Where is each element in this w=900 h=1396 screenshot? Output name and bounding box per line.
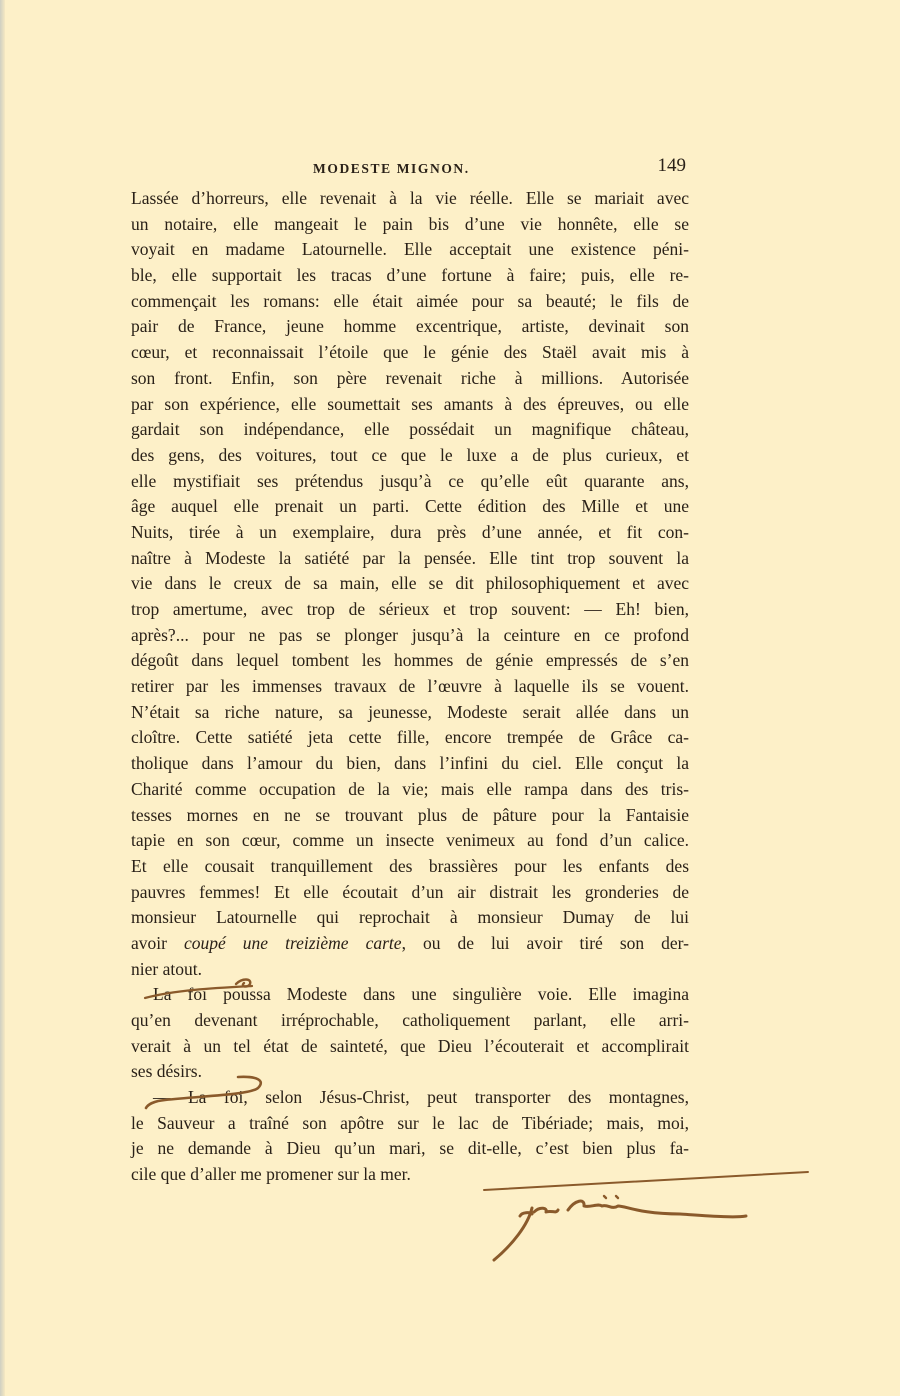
text-segment: avoir [131, 932, 184, 953]
italic-phrase: coupé une treizième carte [183, 932, 402, 953]
text-line: vie dans le creux de sa main, elle se dit philosophiquement et avec [131, 573, 689, 594]
text-segment: , ou de lui avoir tiré son der- [401, 932, 689, 953]
text-line: âge auquel elle prenait un parti. Cette édition des Mille et une [131, 496, 689, 517]
text-line: son front. Enfin, son père revenait riche à millions. Autorisée [131, 367, 689, 388]
text-line: tholique dans l’amour du bien, dans l’infini du ciel. Elle conçut la [131, 753, 689, 774]
signature-icon [494, 1201, 746, 1260]
text-line: naître à Modeste la satiété par la pensée. Elle tint trop souvent la [131, 547, 689, 568]
text-line: N’était sa riche nature, sa jeunesse, Modeste serait allée dans un [131, 701, 689, 722]
signature-dot [604, 1196, 618, 1198]
text-line: qu’en devenant irréprochable, catholiquement parlant, elle arri- [131, 1010, 689, 1030]
text-line: ses désirs. [131, 1061, 202, 1082]
text-line: dégoût dans lequel tombent les hommes de génie empressés de s’en [131, 650, 689, 671]
text-line: pair de France, jeune homme excentrique, artiste, devinait son [131, 316, 689, 337]
text-line: pauvres femmes! Et elle écoutait d’un air distrait les gronderies de [131, 881, 689, 902]
text-line: verait à un tel état de sainteté, que Dieu l’écouterait et accomplirait [131, 1035, 689, 1056]
text-line: cile que d’aller me promener sur la mer. [131, 1164, 411, 1185]
body-text [131, 186, 689, 1188]
text-line: tesses mornes en ne se trouvant plus de pâture pour la Fantaisie [131, 804, 689, 825]
text-line: commençait les romans: elle était aimée pour sa beauté; le fils de [131, 290, 689, 311]
text-line: après?... pour ne pas se plonger jusqu’à la ceinture en ce profond [131, 624, 689, 645]
text-line: cœur, et reconnaissait l’étoile que le génie des Staël avait mis à [131, 342, 689, 363]
text-line: je ne demande à Dieu qu’un mari, se dit-elle, c’est bien plus fa- [131, 1138, 689, 1159]
text-line: Et elle cousait tranquillement des brassières pour les enfants des [131, 855, 689, 876]
text-line: Charité comme occupation de la vie; mais elle rampa dans des tris- [131, 778, 689, 799]
text-line: elle mystifiait ses prétendus jusqu’à ce qu’elle eût quarante ans, [131, 470, 689, 491]
text-line: ble, elle supportait les tracas d’une fortune à faire; puis, elle re- [131, 265, 689, 286]
running-title: MODESTE MIGNON. [313, 161, 470, 176]
text-line: La foi poussa Modeste dans une singulière voie. Elle imagina [153, 984, 689, 1005]
text-line: — La foi, selon Jésus-Christ, peut transporter des montagnes, [153, 1087, 689, 1108]
text-line: par son expérience, elle soumettait ses amants à des épreuves, ou elle [131, 393, 689, 414]
text-line: nier atout. [131, 958, 202, 979]
text-line: Nuits, tirée à un exemplaire, dura près d’une année, et fit con- [131, 521, 689, 542]
page-header [130, 155, 686, 185]
text-line: monsieur Latournelle qui reprochait à monsieur Dumay de lui [131, 907, 689, 928]
text-line: cloître. Cette satiété jeta cette fille, encore trempée de Grâce ca- [131, 727, 689, 748]
text-line: un notaire, elle mangeait le pain bis d’une vie honnête, elle se [131, 213, 689, 234]
text-line: des gens, des voitures, tout ce que le luxe a de plus curieux, et [131, 444, 689, 465]
text-line: trop amertume, avec trop de sérieux et trop souvent: — Eh! bien, [131, 599, 689, 619]
text-line: gardait son indépendance, elle possédait un magnifique château, [131, 419, 689, 440]
text-line: retirer par les immenses travaux de l’œuvre à laquelle ils se vouent. [131, 676, 689, 697]
text-line: le Sauveur a traîné son apôtre sur le lac de Tibériade; mais, moi, [131, 1112, 689, 1133]
page-number: 149 [657, 155, 686, 176]
text-line: voyait en madame Latournelle. Elle acceptait une existence péni- [131, 239, 689, 260]
text-line [131, 931, 689, 957]
text-line: Lassée d’horreurs, elle revenait à la vie réelle. Elle se mariait avec [131, 188, 689, 208]
text-line: tapie en son cœur, comme un insecte venimeux au fond d’un calice. [131, 830, 689, 851]
page-edge [0, 0, 5, 1396]
